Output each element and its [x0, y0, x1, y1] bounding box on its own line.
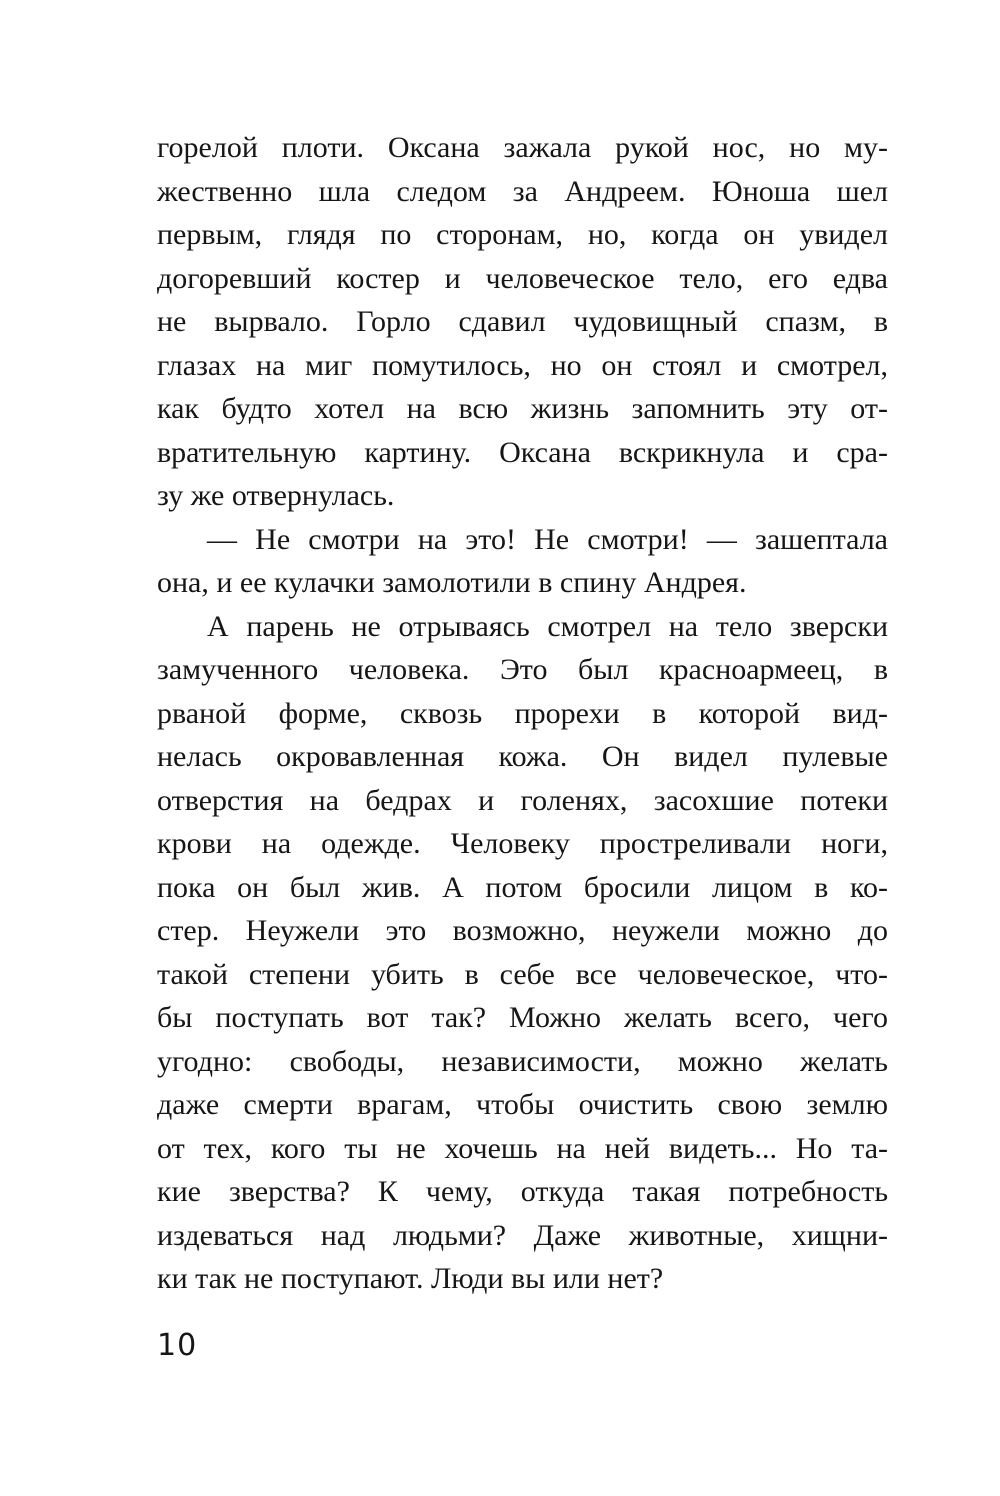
text-line: она, и ее кулачки замолотили в спину Андрея. — [157, 566, 747, 599]
text-block — [157, 126, 888, 1301]
text-line: глазах на миг помутилось, но он стоял и смотрел, — [157, 348, 888, 382]
text-line: от тех, кого ты не хочешь на ней видеть... Но та- — [157, 1131, 888, 1165]
text-line: угодно: свободы, независимости, можно желать — [157, 1044, 888, 1078]
text-line: — Не смотри на это! Не смотри! — зашептала — [207, 522, 888, 556]
text-line: первым, глядя по сторонам, но, когда он увидел — [157, 218, 888, 251]
text-line: такой степени убить в себе все человеческое, что- — [157, 957, 888, 991]
text-line: пока он был жив. А потом бросили лицом в ко- — [157, 870, 888, 904]
text-line: А парень не отрываясь смотрел на тело зверски — [207, 609, 888, 643]
text-line: замученного человека. Это был красноармеец, в — [157, 653, 888, 686]
text-line: крови на одежде. Человеку простреливали ноги, — [157, 827, 888, 860]
text-line: издеваться над людьми? Даже животные, хищни- — [157, 1218, 888, 1252]
text-line: не вырвало. Горло сдавил чудовищный спазм, в — [157, 305, 888, 338]
text-line: вратительную картину. Оксана вскрикнула и сра- — [157, 435, 888, 469]
text-line: зу же отвернулась. — [157, 479, 395, 512]
text-line: как будто хотел на всю жизнь запомнить эту от- — [157, 392, 888, 425]
text-line: догоревший костер и человеческое тело, его едва — [157, 261, 888, 295]
text-line: рваной форме, сквозь прорехи в которой вид- — [157, 696, 888, 730]
text-line: горелой плоти. Оксана зажала рукой нос, но му- — [157, 131, 888, 164]
text-line: отверстия на бедрах и голенях, засохшие потеки — [157, 783, 888, 817]
text-line: даже смерти врагам, чтобы очистить свою землю — [157, 1088, 888, 1121]
page-number: 10 — [157, 1328, 198, 1363]
text-line: бы поступать вот так? Можно желать всего, чего — [157, 1001, 888, 1034]
text-line: кие зверства? К чему, откуда такая потребность — [157, 1175, 888, 1208]
text-line: ки так не поступают. Люди вы или нет? — [157, 1262, 664, 1295]
text-line: стер. Неужели это возможно, неужели можно до — [157, 914, 888, 947]
text-line: нелась окровавленная кожа. Он видел пулевые — [157, 740, 888, 773]
text-line: жественно шла следом за Андреем. Юноша шел — [157, 174, 888, 208]
